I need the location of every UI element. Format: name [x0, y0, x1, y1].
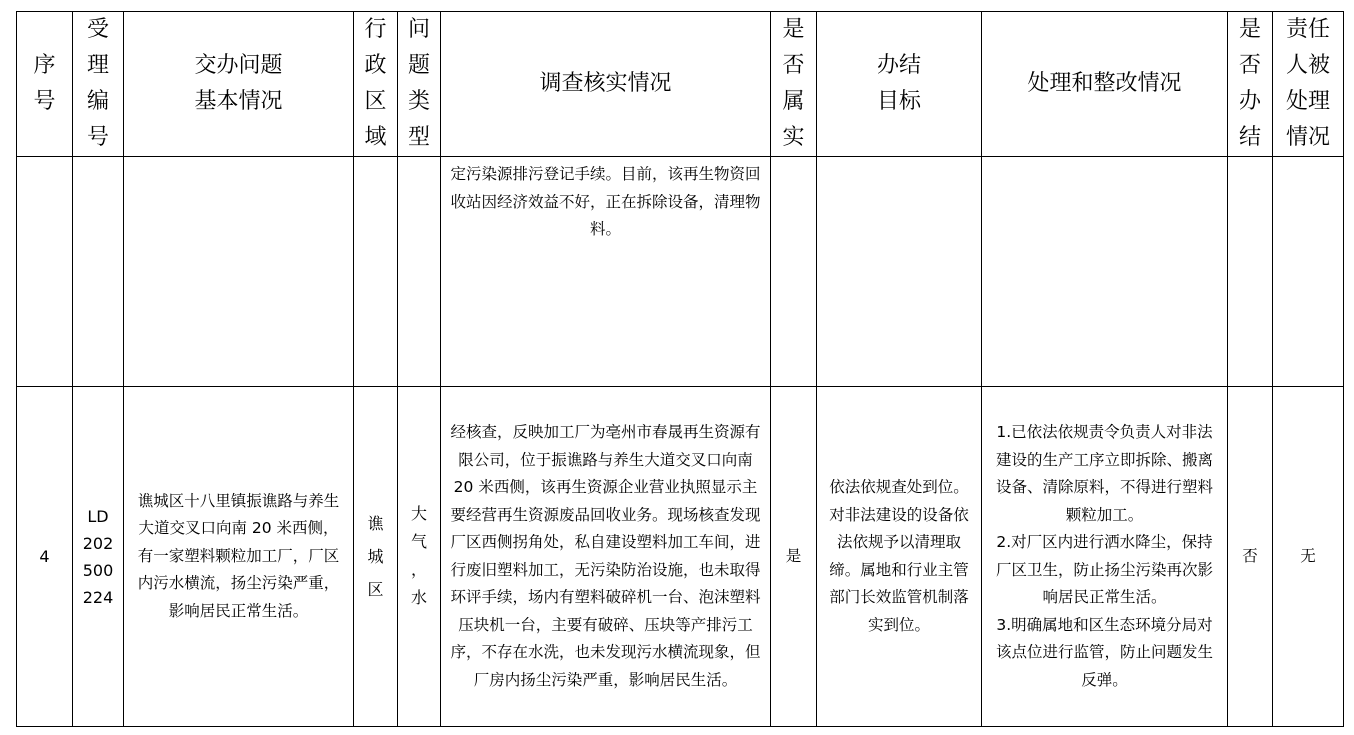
accept-no-text: LD 202 500 224 [82, 506, 114, 607]
cell-is-closed [1228, 157, 1273, 387]
header-row [17, 12, 1344, 157]
cell-investigation [441, 387, 771, 727]
table-row [17, 157, 1344, 387]
handling-text: 1.已依法依规责令负责人对非法建设的生产工序立即拆除、搬离设备、清除原料，不得进行塑料颗粒加工。 2.对厂区内进行洒水降尘，保持厂区卫生，防止扬尘污染再次影响居民正常生活。 3.明确属地和区生态环境分局对该点位进行监管，防止问题发生反弹。 [995, 423, 1213, 689]
cell-investigation [441, 157, 771, 387]
cell-problem [124, 157, 354, 387]
problem-text: 谯城区十八里镇振谯路与养生大道交叉口向南 20 米西侧，有一家塑料颗粒加工厂，厂区内污水横流，扬尘污染严重，影响居民正常生活。 [137, 491, 340, 620]
table-row [17, 387, 1344, 727]
header-problem: 交办问题 基本情况 [124, 12, 354, 157]
cell-type [398, 387, 441, 727]
header-seq: 序 号 [17, 12, 73, 157]
cell-is-closed: 否 [1228, 387, 1273, 727]
header-district: 行 政 区 域 [354, 12, 398, 157]
header-is-closed: 是 否 办 结 [1228, 12, 1273, 157]
header-goal: 办结 目标 [817, 12, 982, 157]
header-handling: 处理和整改情况 [982, 12, 1228, 157]
cell-type [398, 157, 441, 387]
cell-seq: 4 [17, 387, 73, 727]
report-table [16, 11, 1344, 727]
cell-handling [982, 157, 1228, 387]
district-text: 谯 城 区 [367, 514, 384, 599]
header-investigation: 调查核实情况 [441, 12, 771, 157]
goal-text: 依法依规查处到位。对非法建设的设备依法依规予以清理取缔。属地和行业主管部门长效监管机制落实到位。 [829, 478, 969, 634]
cell-goal [817, 157, 982, 387]
cell-district [354, 387, 398, 727]
cell-seq [17, 157, 73, 387]
cell-is-true [771, 157, 817, 387]
cell-district [354, 157, 398, 387]
investigation-text: 经核查，反映加工厂为亳州市春晟再生资源有限公司，位于振谯路与养生大道交叉口向南 20 米西侧，该再生资源企业营业执照显示主要经营再生资源废品回收业务。现场核查发现厂区西侧拐角处，私自建设塑料加工车间，进行废旧塑料加工，无污染防治设施，也未取得环评手续，场内有塑料破碎机一台、泡沫塑料压块机一台，主要有破碎、压块等产排污工序，不存在水洗，也未发现污水横流现象，但厂房内扬尘污染严重，影响居民生活。 [450, 423, 761, 689]
cell-goal [817, 387, 982, 727]
investigation-text: 定污染源排污登记手续。目前，该再生物资回收站因经济效益不好，正在拆除设备，清理物料。 [450, 165, 761, 238]
header-accountability: 责任 人被 处理 情况 [1273, 12, 1344, 157]
cell-accept-no [73, 157, 124, 387]
cell-handling [982, 387, 1228, 727]
cell-accept-no [73, 387, 124, 727]
cell-accountability: 无 [1273, 387, 1344, 727]
header-accept-no: 受 理 编 号 [73, 12, 124, 157]
cell-accountability [1273, 157, 1344, 387]
header-type: 问 题 类 型 [398, 12, 441, 157]
type-text: 大 气 ， 水 [410, 503, 427, 607]
cell-problem [124, 387, 354, 727]
header-is-true: 是 否 属 实 [771, 12, 817, 157]
cell-is-true: 是 [771, 387, 817, 727]
